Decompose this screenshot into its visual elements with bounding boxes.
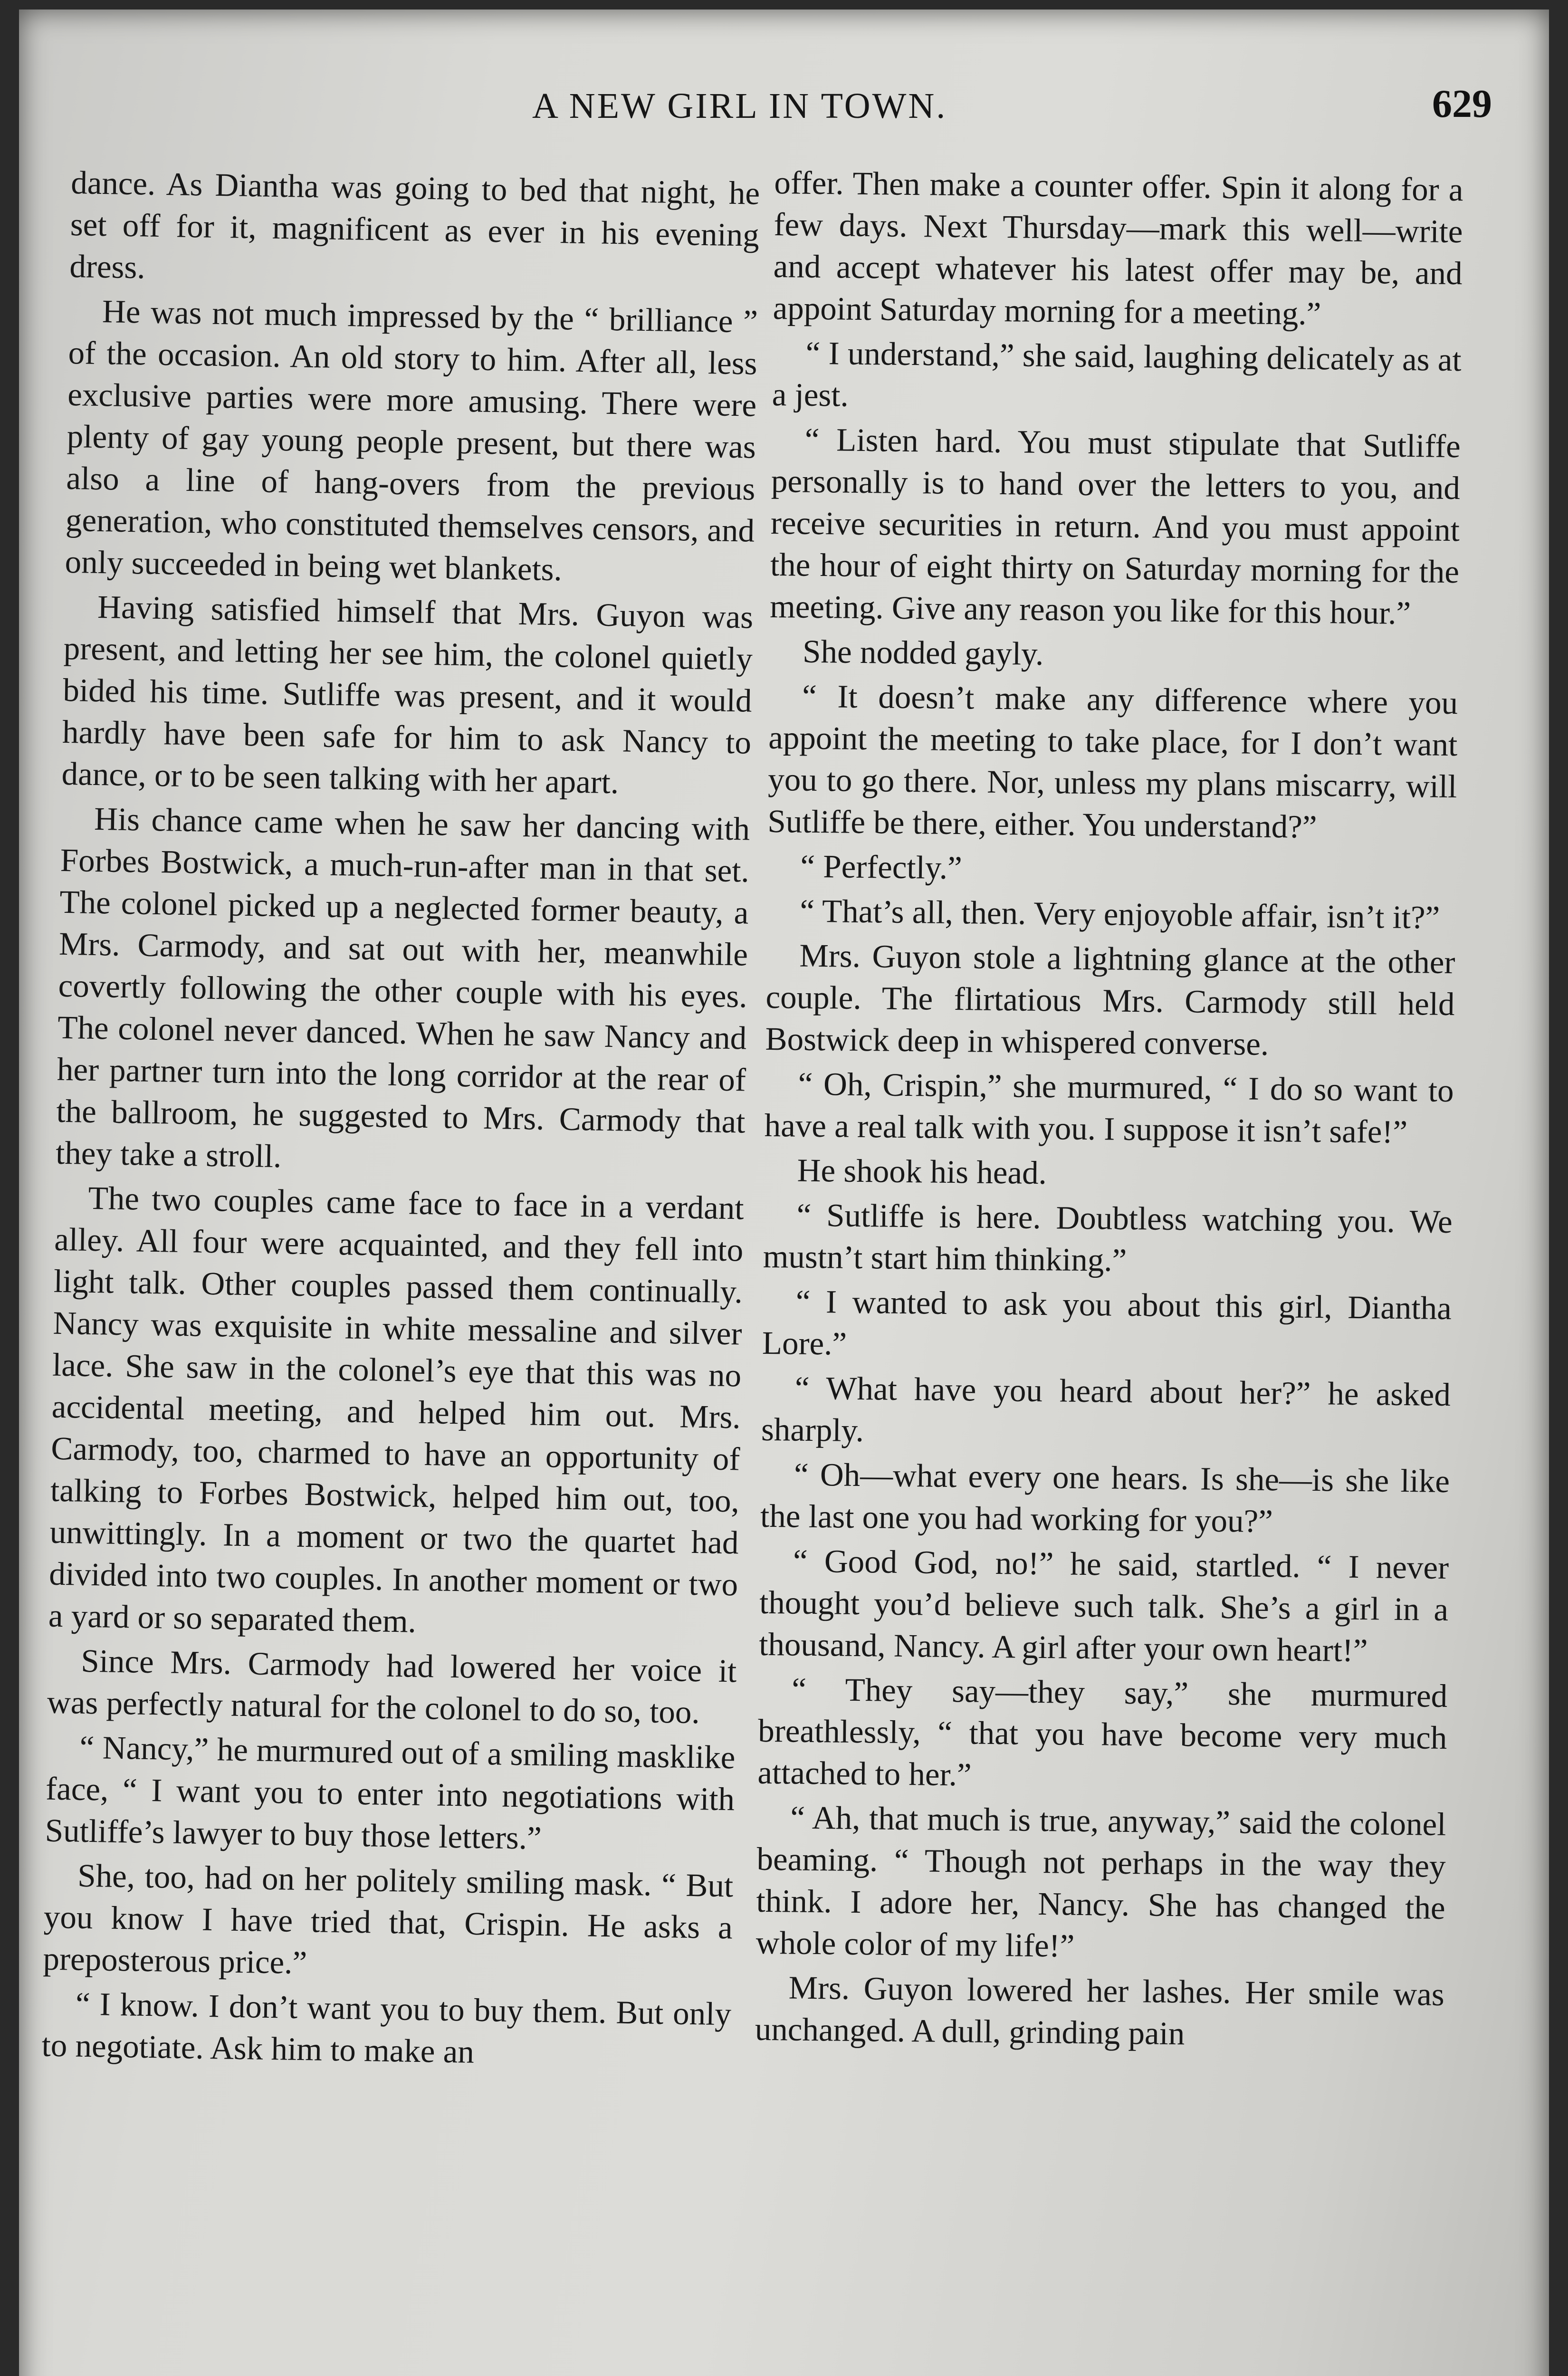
paragraph: Having satisfied himself that Mrs. Guyon was present, and letting her see him, the colonel quietly bided his time. Sutliffe was present, and it would hardly have been safe for him to ask Nancy to dance, or to be seen talking with her apart. — [61, 588, 754, 801]
paragraph: “ I understand,” she said, laughing delicately as at a jest. — [772, 335, 1462, 413]
paragraph: He shook his head. — [797, 1152, 1047, 1191]
paragraph: “ What have you heard about her?” he asked sharply. — [761, 1370, 1451, 1449]
paragraph: “ That’s all, then. Very enjoyoble affair, isn’t it?” — [800, 892, 1440, 936]
paragraph: “ Oh—what every one hears. Is she—is she like the last one you had working for you?” — [760, 1456, 1450, 1540]
paragraph: “ Perfectly.” — [800, 848, 963, 886]
paragraph: His chance came when he saw her dancing with Forbes Bostwick, a much-run-after man in that set. The colonel picked up a neglected former beauty, a Mrs. Carmody, and sat out with her, meanwhile covertly following the other couple with his eyes. The colonel never danced. When he saw Nancy and her partner turn into the long corridor at the rear of the ballroom, he suggested to Mrs. Carmody that they take a stroll. — [55, 800, 750, 1175]
paragraph: “ Nancy,” he murmured out of a smiling masklike face, “ I want you to enter into negotiations with Sutliffe’s lawyer to buy those letters.” — [45, 1729, 736, 1856]
paragraph: “ I know. I don’t want you to buy them. But only to negotiate. Ask him to make an — [41, 1985, 732, 2070]
right-column — [755, 162, 1463, 2060]
paragraph: “ Good God, no!” he said, startled. “ I never thought you’d believe such talk. She’s a girl in a thousand, Nancy. A girl after your own heart!” — [758, 1542, 1449, 1669]
magazine-page — [19, 10, 1549, 2376]
paragraph: “ Oh, Crispin,” she murmured, “ I do so want to have a real talk with you. I suppose it isn’t safe!” — [764, 1065, 1454, 1150]
paragraph: Mrs. Guyon lowered her lashes. Her smile was unchanged. A dull, grinding pain — [755, 1969, 1445, 2052]
paragraph: The two couples came face to face in a verdant alley. All four were acquainted, and they fell into light talk. Other couples passed them continually. Nancy was exquisite in white messaline and silver lace. She saw in the colonel’s eye that this was no accidental meeting, and helped him out. Mrs. Carmody, too, charmed to have an opportunity of talking to Forbes Bostwick, helped him out, too, unwittingly. In a moment or two the quartet had divided into two couples. In another moment or two a yard or so separated them. — [48, 1179, 745, 1639]
left-column — [41, 162, 760, 2079]
paragraph: “ Listen hard. You must stipulate that Sutliffe personally is to hand over the letters to you, and receive securities in return. And you must appoint the hour of eight thirty on Saturday morning for the meeting. Give any reason you like for this hour.” — [769, 421, 1461, 632]
paragraph: Mrs. Guyon stole a lightning glance at the other couple. The flirtatious Mrs. Carmody still held Bostwick deep in whispered converse. — [765, 937, 1455, 1062]
paragraph: “ I wanted to ask you about this girl, Diantha Lore.” — [762, 1283, 1452, 1362]
paragraph: dance. As Diantha was going to bed that night, he set off for it, magnificent as ever in his evening dress. — [69, 164, 760, 286]
running-head: A NEW GIRL IN TOWN. — [532, 86, 947, 126]
paragraph: She, too, had on her politely smiling mask. “ But you know I have tried that, Crispin. He asks a preposterous price.” — [42, 1857, 734, 1981]
paragraph: “ It doesn’t make any difference where you appoint the meeting to take place, for I don’t want you to go there. Nor, unless my plans miscarry, will Sutliffe be there, either. You understand?” — [767, 678, 1458, 845]
page-number: 629 — [1432, 82, 1492, 126]
paragraph: “ Ah, that much is true, anyway,” said the colonel beaming. “ Though not perhaps in the way they think. I adore her, Nancy. She has changed the whole color of my life!” — [755, 1799, 1446, 1964]
paragraph: He was not much impressed by the “ brilliance ” of the occasion. An old story to him. After all, less exclusive parties were more amusing. There were plenty of gay young people present, but there was also a line of hang-overs from the previous generation, who constituted themselves censors, and only succeeded in being wet blankets. — [65, 293, 758, 588]
paragraph: “ Sutliffe is here. Doubtless watching you. We mustn’t start him thinking.” — [763, 1197, 1453, 1278]
paragraph: Since Mrs. Carmody had lowered her voice it was perfectly natural for the colonel to do so, too. — [47, 1642, 737, 1731]
paragraph: “ They say—they say,” she murmured breathlessly, “ that you have become very much attached to her.” — [757, 1671, 1448, 1793]
page-header — [19, 81, 1549, 138]
paragraph: offer. Then make a counter offer. Spin it along for a few days. Next Thursday—mark this well—write and accept whatever his latest offer may be, and appoint Saturday morning for a meeting.” — [773, 164, 1463, 332]
paragraph: She nodded gayly. — [802, 633, 1044, 672]
